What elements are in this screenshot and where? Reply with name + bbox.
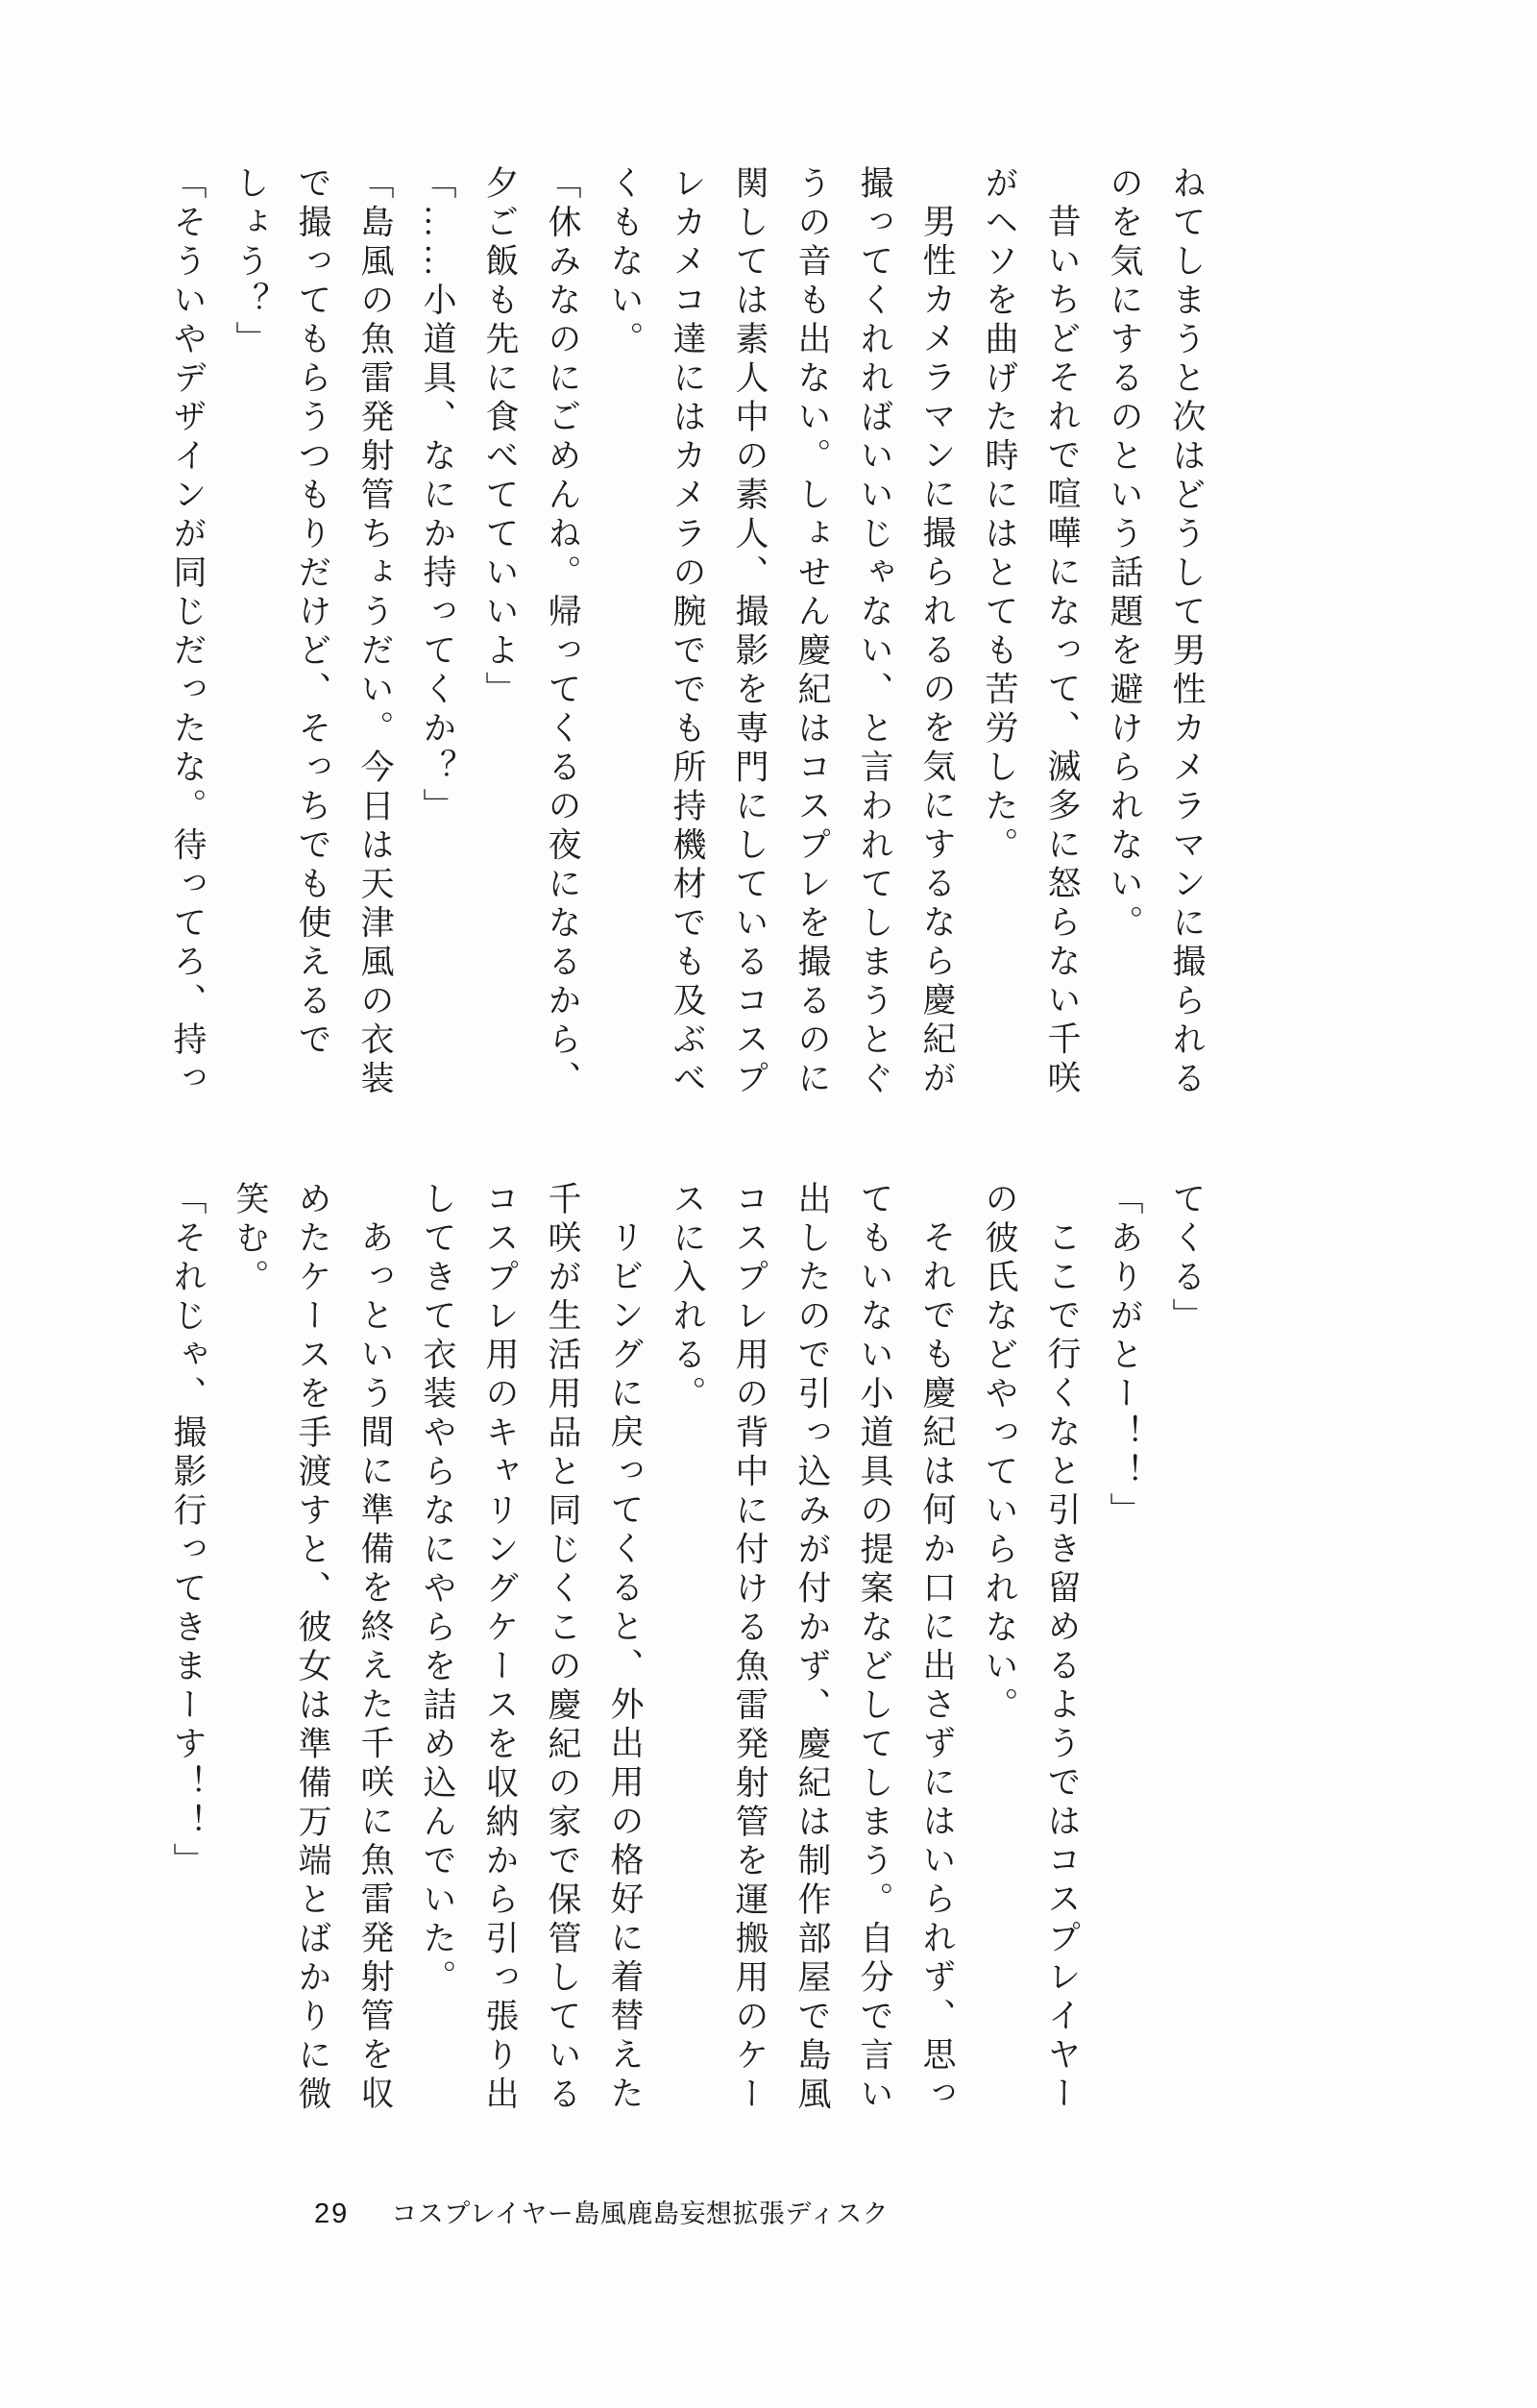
text-column: くもない。 (606, 165, 644, 360)
text-column: 昔いちどそれで喧嘩になって、滅多に怒らない千咲 (1043, 204, 1081, 1099)
text-column: あっという間に準備を終えた千咲に魚雷発射管を収 (356, 1219, 394, 2115)
text-column: リビングに戻ってくると、外出用の格好に着替えた (606, 1219, 644, 2115)
text-column: コスプレ用の背中に付ける魚雷発射管を運搬用のケー (731, 1181, 768, 2115)
text-column: のを気にするのという話題を避けられない。 (1106, 165, 1143, 944)
text-column: 「ありがとー！！」 (1106, 1181, 1143, 1532)
text-column: ねてしまうと次はどうして男性カメラマンに撮られる (1168, 165, 1206, 1099)
text-column: 「……小道具、なにか持ってくか？」 (419, 165, 456, 827)
text-column: の彼氏などやっていられない。 (981, 1181, 1018, 1726)
text-column: 「そういやデザインが同じだったな。待ってろ、持っ (169, 165, 207, 1099)
text-column: 関しては素人中の素人、撮影を専門にしているコスプ (731, 165, 768, 1099)
book-title: コスプレイヤー島風鹿島妄想拡張ディスク (391, 2199, 890, 2228)
main-text-top-block (157, 165, 1218, 1102)
text-column: 笑む。 (232, 1181, 269, 1298)
text-column: しょう？」 (232, 165, 269, 360)
text-column: 出したので引っ込みが付かず、慶紀は制作部屋で島風 (793, 1181, 831, 2115)
text-column: 「休みなのにごめんね。帰ってくるの夜になるから、 (544, 165, 581, 1099)
text-column: ここで行くなと引き留めるようではコスプレイヤー (1043, 1219, 1081, 2115)
page-number: 29 (314, 2199, 350, 2229)
text-column: で撮ってもらうつもりだけど、そっちでも使えるで (294, 165, 331, 1061)
text-column: スに入れる。 (669, 1181, 706, 1414)
text-column: 撮ってくれればいいじゃない、と言われてしまうとぐ (856, 165, 893, 1099)
text-column: それでも慶紀は何か口に出さずにはいられず、思っ (918, 1219, 956, 2115)
text-column: レカメコ達にはカメラの腕ででも所持機材でも及ぶべ (669, 165, 706, 1099)
text-column: してきて衣装やらなにやらを詰め込んでいた。 (419, 1181, 456, 1999)
main-text-bottom-block (157, 1181, 1218, 2118)
text-column: 千咲が生活用品と同じくこの慶紀の家で保管している (544, 1181, 581, 2115)
text-column: 男性カメラマンに撮られるのを気にするなら慶紀が (918, 204, 956, 1099)
text-column: うの音も出ない。しょせん慶紀はコスプレを撮るのに (793, 165, 831, 1099)
text-column: がヘソを曲げた時にはとても苦労した。 (981, 165, 1018, 866)
text-column: 夕ご飯も先に食べてていいよ」 (481, 165, 519, 710)
text-column: コスプレ用のキャリングケースを収納から引っ張り出 (481, 1181, 519, 2115)
text-column: めたケースを手渡すと、彼女は準備万端とばかりに微 (294, 1181, 331, 2115)
text-column: 「それじゃ、撮影行ってきまーす！！」 (169, 1181, 207, 1881)
text-column: 「島風の魚雷発射管ちょうだい。今日は天津風の衣装 (356, 165, 394, 1099)
text-column: てもいない小道具の提案などしてしまう。自分で言い (856, 1181, 893, 2115)
text-column: てくる」 (1168, 1181, 1206, 1337)
page-footer (314, 2193, 889, 2230)
